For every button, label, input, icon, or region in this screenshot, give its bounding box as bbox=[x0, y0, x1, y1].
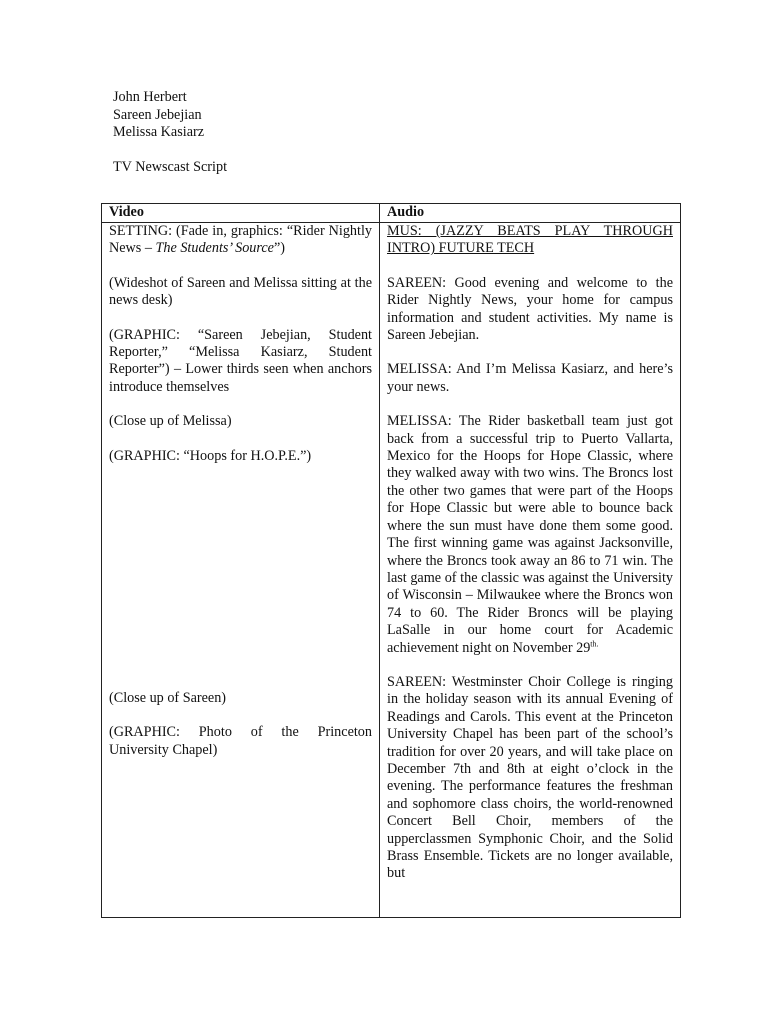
table-body-row bbox=[102, 223, 681, 918]
audio-sareen-story: SAREEN: Westminster Choir College is ringing in the holiday season with its annual Evening of Readings and Carols. This event at the Princeton University Chapel has been part of the school’s tradition for over 20 years, and will take place on December 7th and 8th at eight o’clock in the evening. The performance features the freshman and sophomore class choirs, the world-renowned Concert Bell Choir, members of the upperclassmen Symphonic Choir, and the Solid Brass Ensemble. Tickets are no longer available, but bbox=[387, 673, 673, 882]
video-graphic-hoops: (GRAPHIC: “Hoops for H.O.P.E.”) bbox=[109, 447, 312, 464]
video-graphic-anchors: (GRAPHIC: “Sareen Jebejian, Student Reporter,” “Melissa Kasiarz, Student Reporter”) – Lower thirds seen when anchors introduce themselves bbox=[109, 326, 372, 395]
table-header-row bbox=[102, 204, 681, 223]
video-closeup-melissa: (Close up of Melissa) bbox=[109, 413, 232, 430]
video-closeup-sareen: (Close up of Sareen) bbox=[109, 690, 227, 707]
author-name: John Herbert bbox=[113, 89, 187, 105]
video-column-header: Video bbox=[102, 204, 380, 223]
document-title: TV Newscast Script bbox=[113, 159, 228, 175]
video-graphic-chapel: (GRAPHIC: Photo of the Princeton University Chapel) bbox=[109, 724, 372, 758]
audio-sareen-intro: SAREEN: Good evening and welcome to the Rider Nightly News, your home for campus information and student activities. My name is Sareen Jebejian. bbox=[387, 274, 673, 344]
author-name: Melissa Kasiarz bbox=[113, 124, 205, 140]
script-table bbox=[101, 203, 681, 918]
video-setting: SETTING: (Fade in, graphics: “Rider Nightly News – The Students’ Source”) bbox=[109, 223, 372, 257]
audio-column-header: Audio bbox=[380, 204, 681, 223]
audio-column bbox=[380, 223, 681, 918]
audio-music-cue: MUS: (JAZZY BEATS PLAY THROUGH INTRO) FUTURE TECH bbox=[387, 223, 673, 257]
audio-melissa-intro: MELISSA: And I’m Melissa Kasiarz, and here’s your news. bbox=[387, 361, 673, 395]
video-wideshot: (Wideshot of Sareen and Melissa sitting at the news desk) bbox=[109, 274, 372, 309]
video-column bbox=[102, 223, 380, 918]
author-name: Sareen Jebejian bbox=[113, 106, 202, 123]
author-list bbox=[113, 89, 204, 142]
audio-melissa-story: MELISSA: The Rider basketball team just got back from a successful trip to Puerto Vallarta, Mexico for the Hoops for Hope Classic, where they walked away with two wins. The Broncs lost the other two games that were part of the Hoops for Hope Classic but were able to bounce back where the sun must have done them some good. The first winning game was against Jacksonville, where the Broncs took away an 86 to 71 win. The last game of the classic was against the University of Wisconsin – Milwaukee where the Broncs won 74 to 60. The Rider Broncs will be playing LaSalle in our home court for Academic achievement night on November $29^{th.}$ bbox=[387, 413, 673, 656]
